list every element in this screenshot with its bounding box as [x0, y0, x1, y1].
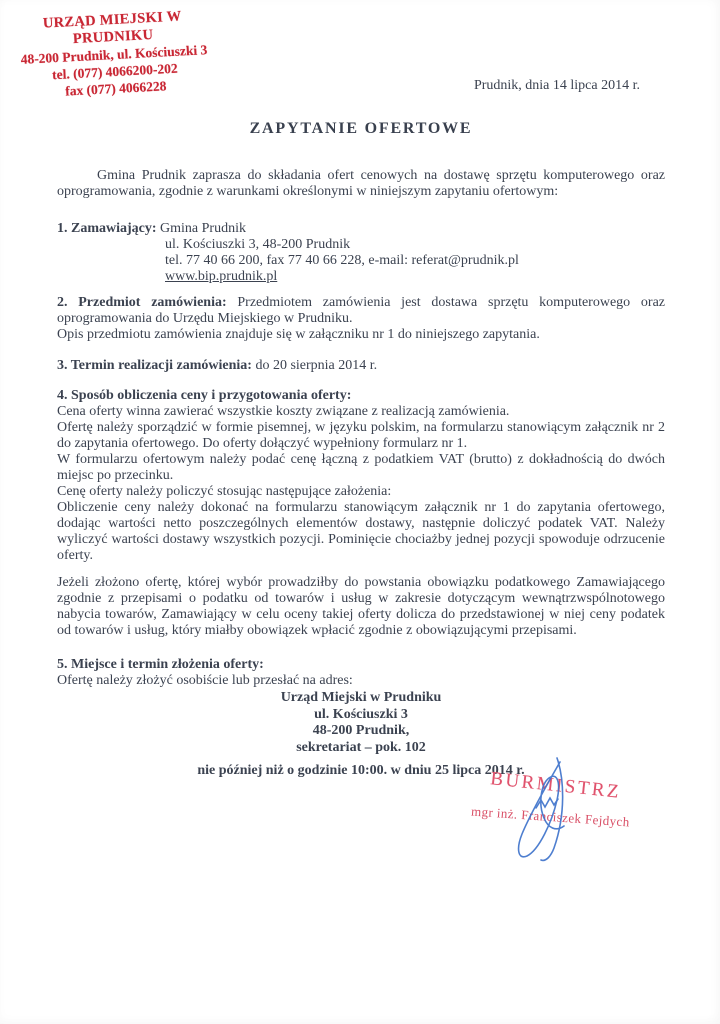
- buyer-website-link: www.bip.prudnik.pl: [165, 269, 278, 284]
- section-price-label: 4. Sposób obliczenia ceny i przygotowania oferty:: [57, 388, 352, 403]
- letter-body: [57, 0, 665, 779]
- section-submission-label: 5. Miejsce i termin złożenia oferty:: [57, 657, 264, 672]
- section-submission-heading: [57, 657, 665, 673]
- section-delivery-value: do 20 sierpnia 2014 r.: [255, 358, 378, 373]
- section-subject: [57, 295, 665, 343]
- submission-address-line: sekretariat – pok. 102: [296, 739, 426, 755]
- section-deadline-of-delivery: [57, 358, 665, 374]
- section-subject-paragraph: [57, 295, 665, 327]
- submission-address-block: [57, 690, 665, 756]
- section-subject-note: Opis przedmiotu zamówienia znajduje się w załączniku nr 1 do niniejszego zapytania.: [57, 327, 540, 342]
- section-price-calculation: [57, 388, 665, 639]
- section-submission-intro: Ofertę należy złożyć osobiście lub przesłać na adres:: [57, 673, 353, 688]
- sender-stamp-phone: tel. (077) 4066200-202: [51, 60, 178, 83]
- price-paragraph: Obliczenie ceny należy dokonać na formularzu stanowiącym załącznik nr 1 do zapytania ofertowego, dodając wartości netto poszczególnych elementów dostawy, następnie doliczyć podatek VAT. Należy wyliczyć wartości dostawy wszystkich pozycji. Pominięcie chociażby jednej pozycji spowoduje odrzucenie oferty.: [57, 500, 665, 563]
- section-buyer-heading: [57, 221, 665, 237]
- section-price-heading: [57, 388, 665, 404]
- submission-deadline: nie później niż o godzinie 10:00. w dniu 25 lipca 2014 r.: [197, 763, 525, 778]
- submission-address-line: ul. Kościuszki 3: [314, 706, 408, 722]
- intro-paragraph: Gmina Prudnik zaprasza do składania ofert cenowych na dostawę sprzętu komputerowego oraz oprogramowania, zgodnie z warunkami określonymi w niniejszym zapytaniu ofertowym:: [57, 168, 665, 199]
- submission-address-line: 48-200 Prudnik,: [312, 723, 410, 738]
- sender-stamp-fax: fax (077) 4066228: [64, 78, 167, 99]
- vat-paragraph: Jeżeli złożono ofertę, której wybór prowadziłby do powstania obowiązku podatkowego Zamawiającego zgodnie z przepisami o podatku od towarów i usług w zakresie dotyczącym wewnątrzwspólnotowego nabycia towarów, Zamawiający w celu oceny takiej oferty dolicza do przedstawionej w niej ceny podatek od towarów i usług, który miałby obowiązek wpłacić zgodnie z obowiązującymi przepisami.: [57, 575, 665, 638]
- price-paragraph: Cenę oferty należy policzyć stosując następujące założenia:: [57, 484, 392, 499]
- section-subject-text: Przedmiotem zamówienia jest dostawa sprzętu komputerowego oraz oprogramowania do Urzędu Miejskiego w Prudniku.: [57, 295, 665, 326]
- price-paragraph: Ofertę należy sporządzić w formie pisemnej, w języku polskim, na formularzu stanowiącym załącznik nr 2 do zapytania ofertowego. Do oferty dołączyć wypełniony formularz nr 1.: [57, 420, 665, 451]
- section-subject-label: 2. Przedmiot zamówienia:: [57, 295, 227, 310]
- mayor-stamp-title: BURMISTRZ: [489, 768, 623, 803]
- price-paragraph: W formularzu ofertowym należy podać cenę łączną z podatkiem VAT (brutto) z dokładnością do dwóch miejsc po przecinku.: [57, 452, 665, 483]
- buyer-contact-line: tel. 77 40 66 200, fax 77 40 66 228, e-mail: referat@prudnik.pl: [165, 253, 519, 268]
- price-paragraph: Cena oferty winna zawierać wszystkie koszty związane z realizacją zamówienia.: [57, 404, 510, 419]
- dateline: Prudnik, dnia 14 lipca 2014 r.: [473, 78, 640, 93]
- section-delivery-label: 3. Termin realizacji zamówienia:: [57, 358, 252, 373]
- handwritten-signature-ink: [494, 752, 614, 870]
- section-delivery-heading: [57, 358, 665, 374]
- sender-stamp-office: URZĄD MIEJSKI W PRUDNIKU: [42, 8, 182, 48]
- document-title: ZAPYTANIE OFERTOWE: [249, 120, 473, 137]
- section-buyer-value: Gmina Prudnik: [160, 221, 246, 236]
- section-buyer-label: 1. Zamawiający:: [57, 221, 157, 236]
- mayor-stamp-name: mgr inż. Franciszek Fejdych: [470, 803, 631, 830]
- sender-stamp-address: 48-200 Prudnik, ul. Kościuszki 3: [20, 42, 208, 67]
- submission-address-line: Urząd Miejski w Prudniku: [280, 690, 442, 705]
- section-buyer: [57, 221, 665, 285]
- buyer-address-line: ul. Kościuszki 3, 48-200 Prudnik: [165, 237, 351, 252]
